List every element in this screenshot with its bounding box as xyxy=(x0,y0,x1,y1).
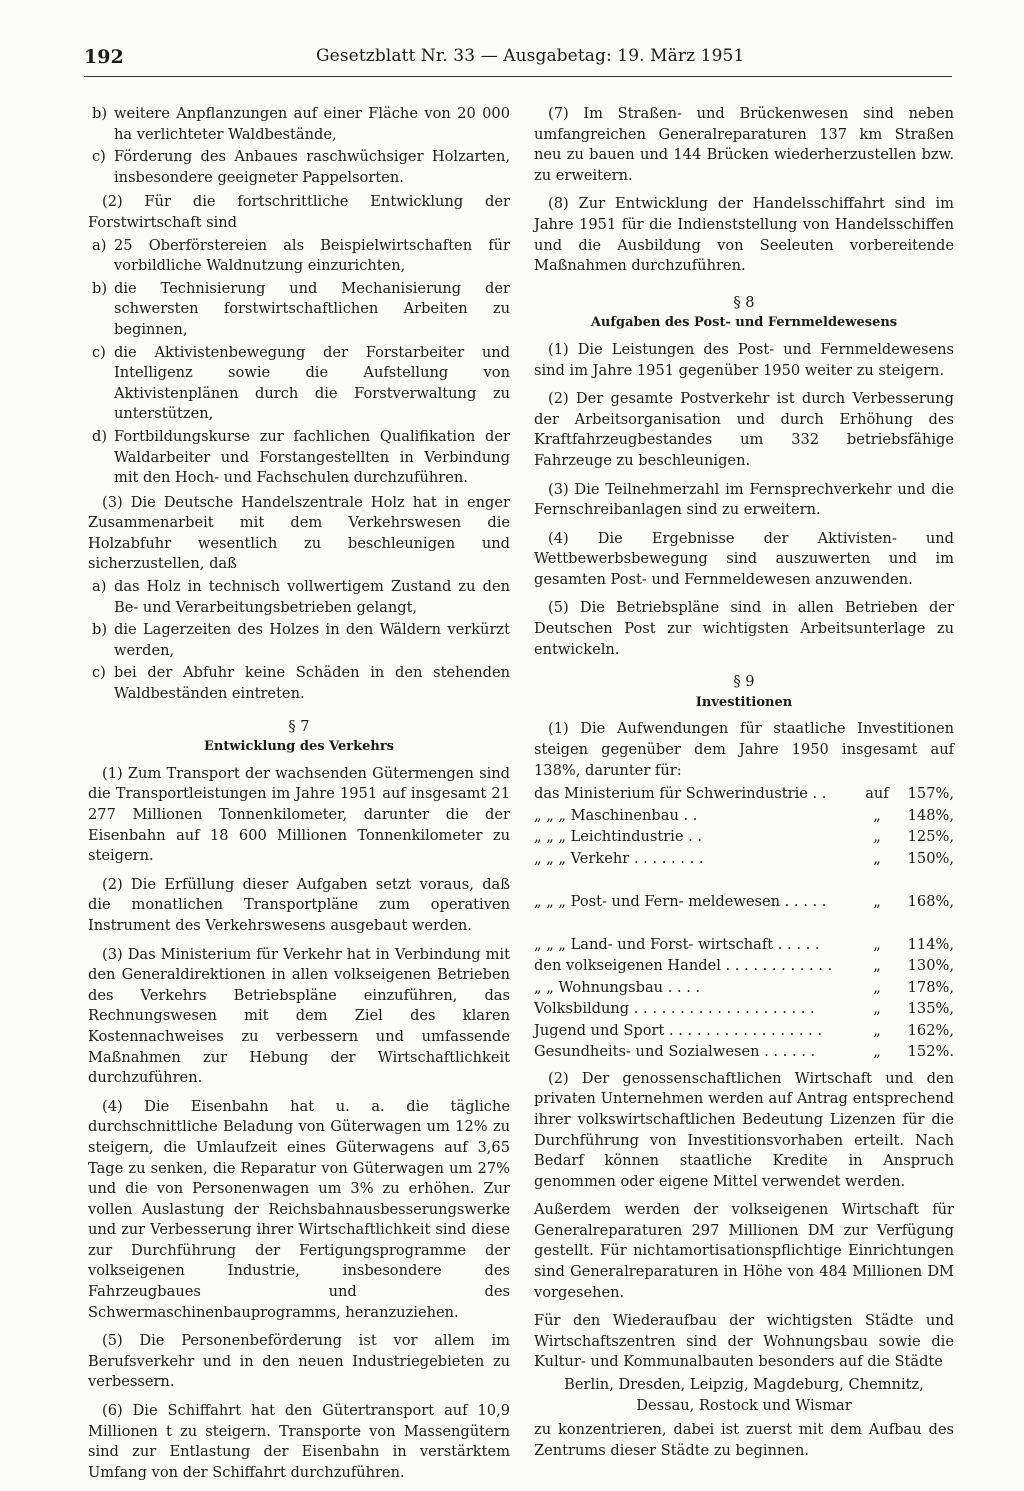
paragraph: (3) Die Teilnehmerzahl im Fernsprechverkehr und die Fernschreibanlagen sind zu erweitern. xyxy=(534,480,954,519)
running-title: Gesetzblatt Nr. 33 — Ausgabetag: 19. März 1951 xyxy=(316,46,745,66)
list-item: a) das Holz in technisch vollwertigem Zustand zu den Be- und Verarbeitungsbetrieben gelangt, xyxy=(92,578,510,616)
investment-row: „ „ „ Leichtindustrie . . „ 125%, xyxy=(534,828,954,846)
left-column xyxy=(88,104,510,1491)
investment-list xyxy=(534,783,954,1063)
list-item: c) Förderung des Anbaues raschwüchsiger Holzarten, insbesondere geeigneter Pappelsorten. xyxy=(92,148,510,186)
investment-row: Jugend und Sport . . . . . . . . . . . . . . . . . „ 162%, xyxy=(534,1021,954,1039)
paragraph: (2) Der genossenschaftlichen Wirtschaft und den privaten Unternehmen werden auf Antrag entsprechend ihrer volkswirtschaftlichen Bedeutung Lizenzen für die Durchführung von Investitionsvorhaben erteilt. Nach Bedarf können staatliche Kredite in Anspruch genommen oder eigene Mittel verwendet werden. xyxy=(534,1069,954,1190)
list-item: c) bei der Abfuhr keine Schäden in den stehenden Waldbeständen eintreten. xyxy=(92,664,510,703)
section-title: Investitionen xyxy=(695,694,793,710)
list-item: a) 25 Oberförstereien als Beispielwirtschaften für vorbildliche Waldnutzung einzurichten, xyxy=(92,236,510,275)
investment-row: Volksbildung . . . . . . . . . . . . . . . . . . . . „ 135%, xyxy=(534,1000,954,1018)
investment-row: Gesundheits- und Sozialwesen . . . . . . „ 152%. xyxy=(534,1043,954,1061)
paragraph: (3) Die Deutsche Handelszentrale Holz hat in enger Zusammenarbeit mit dem Verkehrswesen die Holzabfuhr wesentlich zu beschleunigen und sicherzustellen, daß xyxy=(88,493,510,573)
list-item: b) weitere Anpflanzungen auf einer Fläche von 20 000 ha verlichteter Waldbestände, xyxy=(92,105,510,143)
section-title: Aufgaben des Post- und Fernmeldewesens xyxy=(590,315,898,331)
paragraph: (1) Zum Transport der wachsenden Gütermengen sind die Transportleistungen im Jahre 1951 auf insgesamt 21 277 Millionen Tonnenkilometer, darunter die der Eisenbahn auf 18 600 Millionen Tonnenkilometer zu steigern. xyxy=(88,764,510,865)
paragraph: (5) Die Personenbeförderung ist vor allem im Berufsverkehr und in den neuen Industriegebieten zu verbessern. xyxy=(88,1332,510,1391)
paragraph: (2) Für die fortschrittliche Entwicklung der Forstwirtschaft sind xyxy=(88,193,510,231)
paragraph: Außerdem werden der volkseigenen Wirtschaft für Generalreparaturen 297 Millionen DM zur Verfügung gestellt. Für nichtamortisationspflichtige Einrichtungen sind Generalreparaturen in Höhe von 484 Millionen DM vorgesehen. xyxy=(534,1201,954,1301)
list-item: d) Fortbildungskurse zur fachlichen Qualifikation der Waldarbeiter und Forstangestellten in Verbindung mit den Hoch- und Fachschulen durchzuführen. xyxy=(92,427,510,487)
paragraph: (2) Die Erfüllung dieser Aufgaben setzt voraus, daß die monatlichen Transportpläne zum operativen Instrument des Verkehrswesens ausgebaut werden. xyxy=(88,875,510,934)
city-list: Dessau, Rostock und Wismar xyxy=(636,1396,852,1414)
section-title: Entwicklung des Verkehrs xyxy=(204,739,394,755)
paragraph: (7) Im Straßen- und Brückenwesen sind neben umfangreichen Generalreparaturen 137 km Straßen neu zu bauen und 144 Brücken wiederherzustellen bzw. zu erweitern. xyxy=(534,105,954,184)
investment-row: „ „ „ Land- und Forst- wirtschaft . . . . . „ 114%, xyxy=(534,935,954,953)
investment-row: „ „ Wohnungsbau . . . . „ 178%, xyxy=(534,978,954,996)
paragraph: Für den Wiederaufbau der wichtigsten Städte und Wirtschaftszentren sind der Wohnungsbau sowie die Kultur- und Kommunalbauten besonders auf die Städte xyxy=(534,1312,954,1371)
section-number: § 9 xyxy=(733,673,755,691)
paragraph: zu konzentrieren, dabei ist zuerst mit dem Aufbau des Zentrums dieser Städte zu beginnen. xyxy=(534,1421,954,1459)
list-item: b) die Lagerzeiten des Holzes in den Wäldern verkürzt werden, xyxy=(92,621,510,659)
paragraph: (1) Die Leistungen des Post- und Fernmeldewesens sind im Jahre 1951 gegenüber 1950 weiter zu steigern. xyxy=(534,340,954,379)
investment-row: den volkseigenen Handel . . . . . . . . . . . . „ 130%, xyxy=(534,957,954,975)
right-column xyxy=(534,104,954,1469)
paragraph: (4) Die Eisenbahn hat u. a. die tägliche durchschnittliche Beladung von Güterwagen um 12% zu steigern, die Umlaufzeit eines Güterwagens auf 3,65 Tage zu senken, die Reparatur von Güterwagen um 27% und die von Personenwagen um 3% zu erhöhen. Zur vollen Auslastung der Reichsbahnausbesserungswerke und zur Verbesserung ihrer Wirtschaftlichkeit sind diese zur Durchführung der Fertigungsprogramme der volkseigenen Industrie, insbesondere des Fahrzeugbaues und des Schwermaschinenbauprogramms, heranzuziehen. xyxy=(88,1097,510,1321)
paragraph: (6) Die Schiffahrt hat den Gütertransport auf 10,9 Millionen t zu steigern. Transporte von Massengütern sind zur Entlastung der Eisenbahn in verstärktem Umfang von der Schiffahrt durchzuführen. xyxy=(88,1402,510,1481)
paragraph: (1) Die Aufwendungen für staatliche Investitionen steigen gegenüber dem Jahre 1950 insgesamt auf 138%, darunter für: xyxy=(534,720,954,779)
investment-row: „ „ „ Verkehr . . . . . . . . „ 150%, xyxy=(534,849,954,867)
header-rule xyxy=(84,76,952,77)
page-number: 192 xyxy=(84,46,124,68)
list-item: c) die Aktivistenbewegung der Forstarbeiter und Intelligenz sowie die Aufstellung von Aktivistenplänen durch die Forstverwaltung zu unterstützen, xyxy=(92,343,510,423)
section-number: § 8 xyxy=(733,293,755,311)
section-number: § 7 xyxy=(288,717,310,735)
paragraph: (5) Die Betriebspläne sind in allen Betrieben der Deutschen Post zur wichtigsten Arbeitsunterlage zu entwickeln. xyxy=(534,599,954,658)
investment-row: „ „ „ Post- und Fern- meldewesen . . . . . „ 168%, xyxy=(534,892,954,910)
investment-row: das Ministerium für Schwerindustrie . . auf 157%, xyxy=(534,785,954,803)
paragraph: (2) Der gesamte Postverkehr ist durch Verbesserung der Arbeitsorganisation und durch Erhöhung des Kraftfahrzeugbestandes um 332 betriebsfähige Fahrzeuge zu beschleunigen. xyxy=(534,390,954,469)
list-item: b) die Technisierung und Mechanisierung der schwersten forstwirtschaftlichen Arbeiten zu beginnen, xyxy=(92,279,510,338)
city-list: Berlin, Dresden, Leipzig, Magdeburg, Chemnitz, xyxy=(564,1376,924,1394)
paragraph: (8) Zur Entwicklung der Handelsschiffahrt sind im Jahre 1951 für die Indienststellung von Handelsschiffen und die Ausbildung von Seeleuten vorbereitende Maßnahmen durchzuführen. xyxy=(534,195,954,275)
investment-row: „ „ „ Maschinenbau . . „ 148%, xyxy=(534,806,954,824)
paragraph: (4) Die Ergebnisse der Aktivisten- und Wettbewerbsbewegung sind auszuwerten und im gesamten Post- und Fernmeldewesen anzuwenden. xyxy=(534,529,954,588)
paragraph: (3) Das Ministerium für Verkehr hat in Verbindung mit den Generaldirektionen in allen volkseigenen Betrieben des Verkehrs Betriebspläne einzuführen, das Rechnungswesen mit dem Ziel des klaren Kostennachweises zu verbessern und umfassende Maßnahmen zur Hebung der Wirtschaftlichkeit durchzuführen. xyxy=(88,945,510,1087)
page-header xyxy=(84,46,952,76)
